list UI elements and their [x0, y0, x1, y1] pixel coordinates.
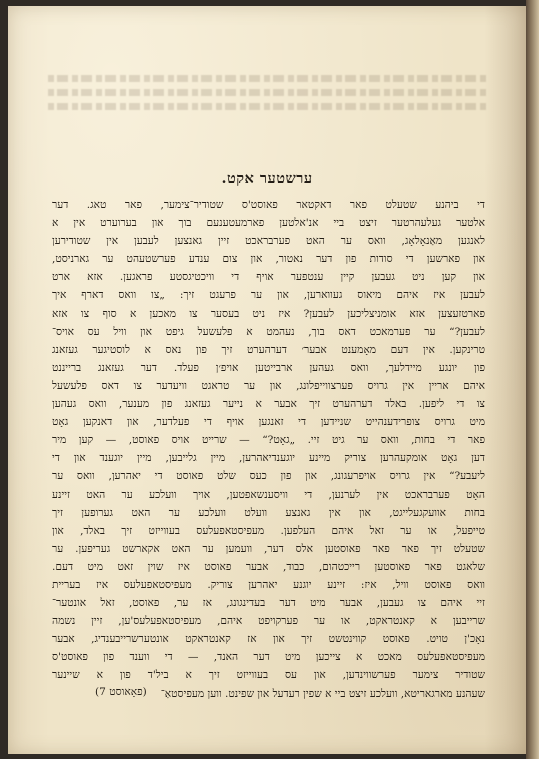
book-gutter	[526, 0, 539, 759]
text-line: שלאגט פאר פאוסטען רייכטהום, כבוד, אבער פאוסט איז שוין זאט מיט דעם.	[52, 560, 485, 573]
text-line: אלטער געלעהרטער זיצט ביי אנ'אלטען פארמעטענעם בוך און בערוערט אין א	[52, 217, 485, 230]
text-line: צו די ליפען. באלד דערהערט זיך אבער א נייער געזאנג פון מענער, וואס געהען	[52, 398, 485, 411]
text-line: און קען ניט געבען קיין ענטפער אויף די וויכטיגסטע פראגען. אזא ארט	[52, 271, 485, 284]
body-text	[52, 196, 485, 703]
text-line: די ביהנע שטעלט פאר דאקטאר פאוסט'ס שטודיר־צימער, פאר טאג. דער	[52, 199, 485, 211]
book-page	[8, 6, 526, 754]
text-line: שרייבען א קאנטראקט, או ער פערקויפט איהם, מעפיסטאפעלעס'ען, זיין נשמה	[52, 615, 485, 628]
text-line: דען גאָט אומקעהרען צוריק מיינע יוגענדיאהרען, מיין גלייבען, מיין יוגענד און די	[52, 452, 485, 465]
text-line: שעהנע מארגאריטא, וועלכע זיצט ביי א שפין רעדעל און שפינט. ווען מעפיסטאַ־	[160, 687, 485, 700]
text-line: און פארשען די סודות פון דער נאטור, און צום ענדע פערשטעהט ער גארניסט,	[52, 253, 485, 266]
text-line: טייפעל, או ער זאל איהם העלפען. מעפיסטאפעלעס בעווייזט זיך באלד, און	[52, 524, 485, 537]
text-line: שטעלט זיך פאר פאר פאוסטען אלס דער, וועמען ער האט אקארשט געריפען. ער	[52, 542, 485, 555]
text-line: מעפיסטאפעלעס מאכט א צייכען מיט דער האנד, — די ווענד פון פאוסט'ס	[52, 651, 485, 664]
text-line: מיט גרויס צופרידענהייט שניידען די זאנגען אויף די פעלדער, און דאנקען גאָט	[52, 416, 485, 429]
page-heading: ערשטער אקט.	[221, 170, 313, 187]
text-line: וואס פאוסט וויל, איז: זיינע יוגנע יאהרען צוריק. מעפיסטאפעלעס איז בעריית	[52, 578, 485, 591]
text-line: לעבען איז איהם מיאוס געווארען, און ער פרעגט זיך: „צו וואס דארף איך	[52, 289, 485, 302]
show-through-text	[48, 68, 486, 128]
text-line: זיי איהם צו געבען, אבער מיט דער בעדינגונג, אז ער, פאוסט, זאל אונטער־	[52, 597, 485, 610]
text-line: בחות אוועקגעלייגט, און אין גאנצע וועלט וועלכע ער האט גערופען זיך	[52, 506, 485, 519]
text-line: פאר די בחות, וואס ער גיט זיי. „גאָט?“ — שרייט אויס פאוסט, — קען מיר	[52, 434, 485, 447]
text-line: נאָכ'ן טויט. פאוסט קווינטשט זיך און אז קאנטראקט אונטערשרייבענדיג, אבער	[52, 633, 485, 646]
text-line: האָט פערבראכט אין לערנען, די וויסענשאפטען, אויך וועלכע ער האט זיינע	[52, 488, 485, 501]
text-line: ליעבע?“ אין גרויס אויפרעגונג, און פון כעס שלט פאוסט די יאהרען, וואס ער	[52, 470, 485, 483]
text-line: שטודיר צימער פערשווינדען, און עס בעווייזט זיך א ביל'ד פון א שיינער	[52, 669, 485, 682]
page-footer-signature: (פאָאוסט 7)	[95, 686, 147, 698]
text-line: איהם אריין אין גרויס פערצווייפלונג, און ער טראגט וויעדער צו דאס פלעשעל	[52, 379, 485, 392]
text-line: פארטזעצען אזא אומניצליכען לעבען? איז ניט בעסער צו מאכען א סוף צו אזא	[52, 307, 485, 320]
text-line: פון יונגע מיידלעך, וואס געהען ארבייטען אויפ׳ן פעלד. דער געזאנג ברייננט	[52, 361, 485, 374]
text-line: טרינקען. אין דעם מאָמענט אבער׳ דערהערט זיך פון נאס א לוסטיגער געזאנג	[52, 343, 485, 356]
text-line: לאנגען מאַנאָלאָג, וואס ער האט פערבראכט זיין גאנצען לעבען אין שטודירען	[52, 235, 485, 248]
text-line: לעבען?“ ער פערמאכט דאס בוך, נעהמט א פלעשעל גיפט און וויל עס אויס־	[52, 325, 485, 338]
